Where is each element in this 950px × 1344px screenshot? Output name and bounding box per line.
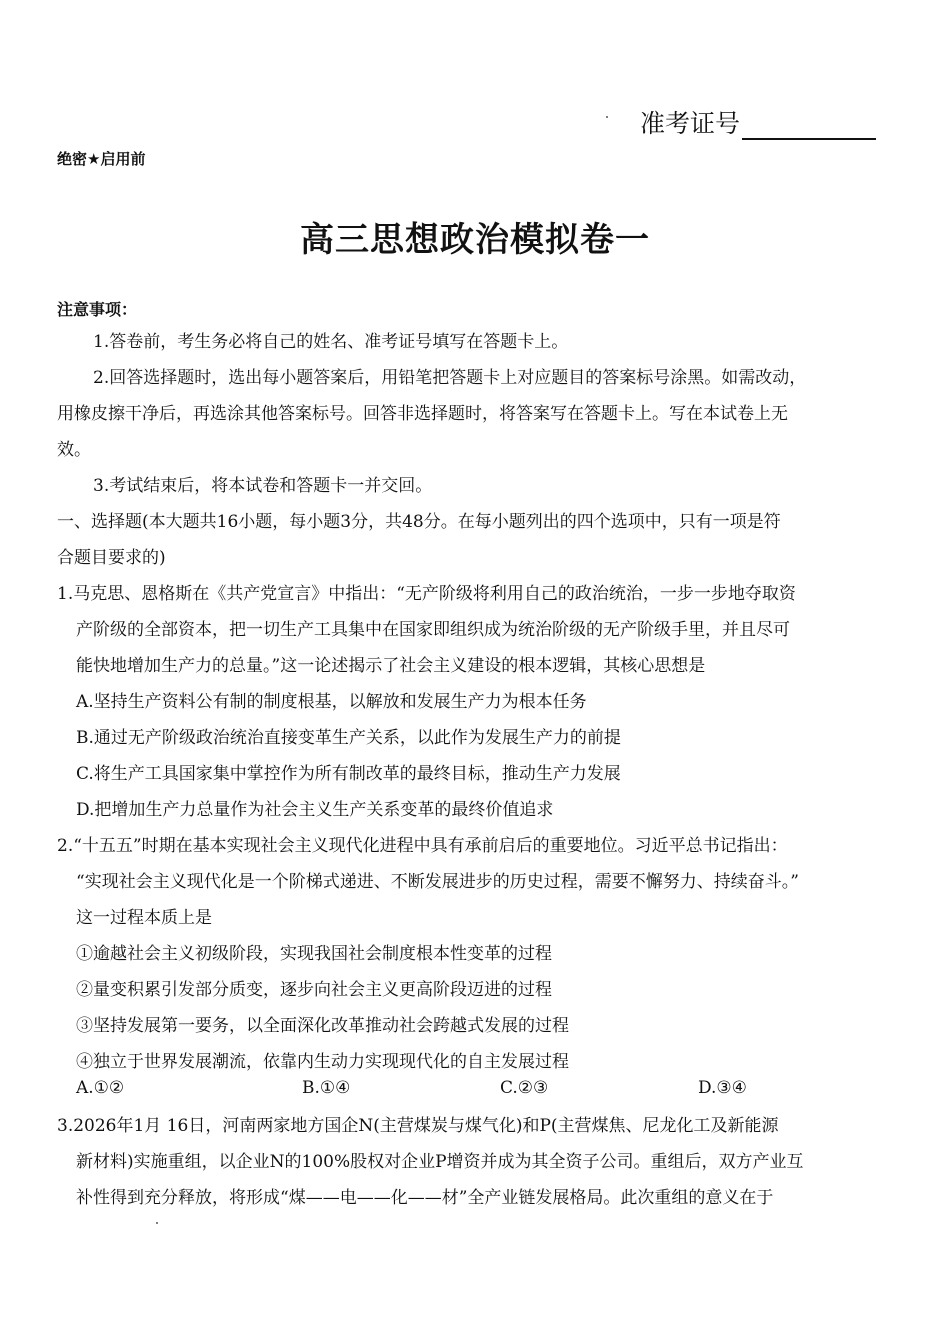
scan-dot: [606, 116, 608, 118]
q3-stem-line-1: 3.2026年1月 16日，河南两家地方国企N(主营煤炭与煤气化)和P(主营煤焦、尼龙化工及新能源: [57, 1116, 779, 1136]
section-heading: [57, 504, 781, 576]
q2-option-c: C.②③: [500, 1078, 549, 1098]
q3-stem-line-2: 新材料)实施重组，以企业N的100%股权对企业P增资并成为其全资子公司。重组后，双方产业互: [76, 1152, 804, 1172]
notice-item-3: 3.考试结束后，将本试卷和答题卡一并交回。: [93, 476, 433, 496]
question-1: [57, 576, 796, 828]
q1-option-b: B.通过无产阶级政治统治直接变革生产关系，以此作为发展生产力的前提: [76, 728, 621, 748]
q2-item-4: ④独立于世界发展潮流，依靠内生动力实现现代化的自主发展过程: [76, 1052, 569, 1072]
notice-item-1: 1.答卷前，考生务必将自己的姓名、准考证号填写在答题卡上。: [93, 332, 569, 352]
q2-stem-line-1: 2.“十五五”时期在基本实现社会主义现代化进程中具有承前启后的重要地位。习近平总书记指出：: [57, 836, 788, 856]
notice-item-2: 2.回答选择题时，选出每小题答案后，用铅笔把答题卡上对应题目的答案标号涂黑。如需改动，: [93, 368, 807, 388]
section-heading-line-1: 一、选择题(本大题共16小题，每小题3分，共48分。在每小题列出的四个选项中，只有一项是符: [57, 512, 781, 532]
q1-stem-line-2: 产阶级的全部资本，把一切生产工具集中在国家即组织成为统治阶级的无产阶级手里，并且尽可: [76, 620, 790, 640]
q1-stem-line-1: 1.马克思、恩格斯在《共产党宣言》中指出：“无产阶级将利用自己的政治统治，一步一步地夺取资: [57, 584, 796, 604]
notice-item-2-end: 效。: [57, 440, 91, 460]
q2-stem-line-2: “实现社会主义现代化是一个阶梯式递进、不断发展进步的历史过程，需要不懈努力、持续奋斗。”: [76, 872, 799, 892]
page-title: 高三思想政治模拟卷一: [300, 220, 650, 260]
notice-item-2-cont: 用橡皮擦干净后，再选涂其他答案标号。回答非选择题时，将答案写在答题卡上。写在本试卷上无: [57, 404, 788, 424]
scan-dot: [156, 1222, 158, 1224]
q1-option-a: A.坚持生产资料公有制的制度根基，以解放和发展生产力为根本任务: [76, 692, 587, 712]
secret-label: 绝密★启用前: [57, 150, 146, 168]
q1-option-c: C.将生产工具国家集中掌控作为所有制改革的最终目标，推动生产力发展: [76, 764, 621, 784]
q1-stem-line-3: 能快地增加生产力的总量。”这一论述揭示了社会主义建设的根本逻辑，其核心思想是: [76, 656, 706, 676]
exam-id-field: [640, 104, 876, 140]
q2-option-a: A.①②: [76, 1078, 125, 1098]
q2-item-3: ③坚持发展第一要务，以全面深化改革推动社会跨越式发展的过程: [76, 1016, 569, 1036]
question-2: [57, 828, 799, 1080]
q2-option-b: B.①④: [302, 1078, 351, 1098]
exam-id-label: 准考证号: [640, 109, 741, 138]
q2-stem-line-3: 这一过程本质上是: [76, 908, 212, 928]
exam-id-blank: [742, 114, 876, 140]
q2-option-d: D.③④: [698, 1078, 747, 1098]
question-3: [57, 1108, 804, 1216]
section-heading-line-2: 合题目要求的): [57, 548, 166, 568]
q1-option-d: D.把增加生产力总量作为社会主义生产关系变革的最终价值追求: [76, 800, 554, 820]
notice-heading: 注意事项：: [57, 300, 138, 319]
q2-item-1: ①逾越社会主义初级阶段，实现我国社会制度根本性变革的过程: [76, 944, 552, 964]
notice-list: [57, 324, 806, 504]
q3-stem-line-3: 补性得到充分释放，将形成“煤——电——化——材”全产业链发展格局。此次重组的意义在于: [76, 1188, 774, 1208]
q2-item-2: ②量变积累引发部分质变，逐步向社会主义更高阶段迈进的过程: [76, 980, 552, 1000]
